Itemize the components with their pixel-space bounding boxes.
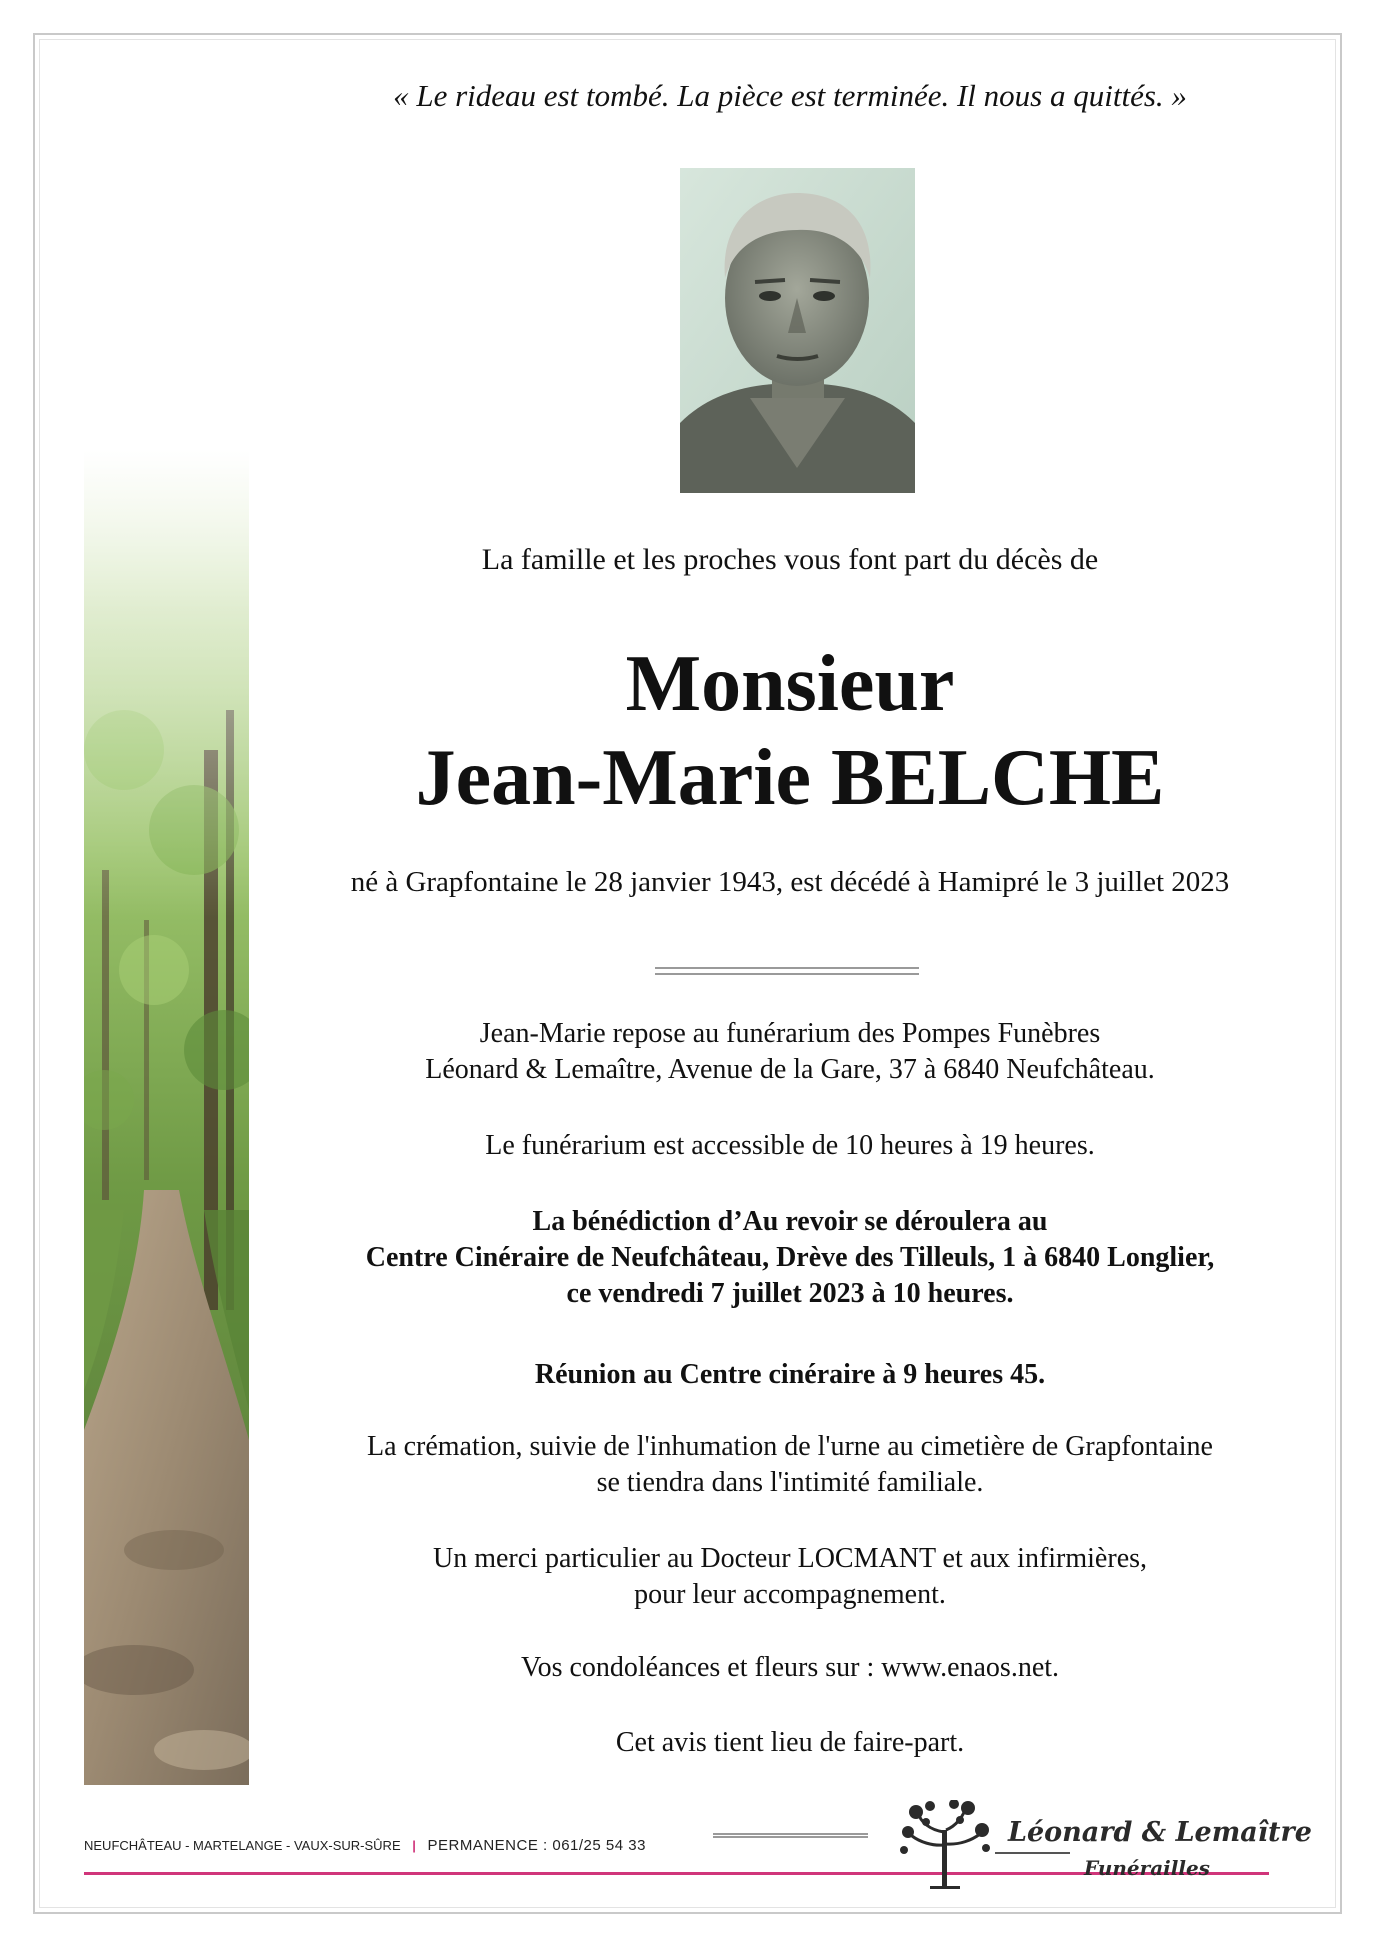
cremation-line-2: se tiendra dans l'intimité familiale. bbox=[596, 1467, 984, 1498]
cremation-line-1: La crémation, suivie de l'inhumation de l'urne au cimetière de Grapfontaine bbox=[367, 1431, 1213, 1462]
cremation-paragraph bbox=[260, 1429, 1320, 1501]
opening-quote: « Le rideau est tombé. La pièce est terminée. Il nous a quittés. » bbox=[393, 78, 1187, 113]
notice-paragraph: Cet avis tient lieu de faire-part. bbox=[615, 1727, 965, 1758]
footer-rule bbox=[713, 1833, 868, 1838]
footer-locations: NEUFCHÂTEAU - MARTELANGE - VAUX-SUR-SÛRE bbox=[84, 1838, 401, 1853]
birth-death-line: né à Grapfontaine le 28 janvier 1943, est décédé à Hamipré le 3 juillet 2023 bbox=[350, 866, 1230, 898]
hours-paragraph: Le funérarium est accessible de 10 heures à 19 heures. bbox=[485, 1130, 1095, 1161]
forest-path-image bbox=[84, 450, 249, 1785]
thanks-line-1: Un merci particulier au Docteur LOCMANT et aux infirmières, bbox=[432, 1543, 1148, 1574]
tree-logo-icon bbox=[890, 1800, 1000, 1890]
footer-separator: | bbox=[412, 1838, 416, 1853]
repose-line-1: Jean-Marie repose au funérarium des Pompes Funèbres bbox=[479, 1018, 1101, 1049]
thanks-paragraph bbox=[260, 1541, 1320, 1613]
intro-line: La famille et les proches vous font part du décès de bbox=[481, 543, 1099, 576]
condolences-paragraph: Vos condoléances et fleurs sur : www.enaos.net. bbox=[520, 1652, 1060, 1683]
blessing-line-3: ce vendredi 7 juillet 2023 à 10 heures. bbox=[566, 1278, 1014, 1309]
company-name: Léonard & Lemaître bbox=[1008, 1817, 1312, 1848]
deceased-name: Jean-Marie BELCHE bbox=[415, 734, 1165, 822]
section-divider bbox=[655, 967, 919, 975]
blessing-line-2: Centre Cinéraire de Neufchâteau, Drève des Tilleuls, 1 à 6840 Longlier, bbox=[365, 1242, 1215, 1273]
repose-line-2: Léonard & Lemaître, Avenue de la Gare, 37 à 6840 Neufchâteau. bbox=[425, 1054, 1155, 1085]
thanks-line-2: pour leur accompagnement. bbox=[634, 1579, 946, 1610]
blessing-line-1: La bénédiction d’Au revoir se déroulera au bbox=[532, 1206, 1048, 1237]
meeting-paragraph: Réunion au Centre cinéraire à 9 heures 45. bbox=[534, 1359, 1046, 1390]
deceased-title: Monsieur bbox=[625, 640, 955, 728]
logo-rule bbox=[995, 1852, 1070, 1854]
footer-permanence: PERMANENCE : 061/25 54 33 bbox=[427, 1837, 646, 1854]
footer-info bbox=[84, 1837, 646, 1854]
repose-paragraph bbox=[260, 1016, 1320, 1088]
company-subtitle: Funérailles bbox=[1084, 1856, 1210, 1880]
blessing-paragraph bbox=[260, 1204, 1320, 1312]
portrait-photo bbox=[680, 168, 915, 493]
